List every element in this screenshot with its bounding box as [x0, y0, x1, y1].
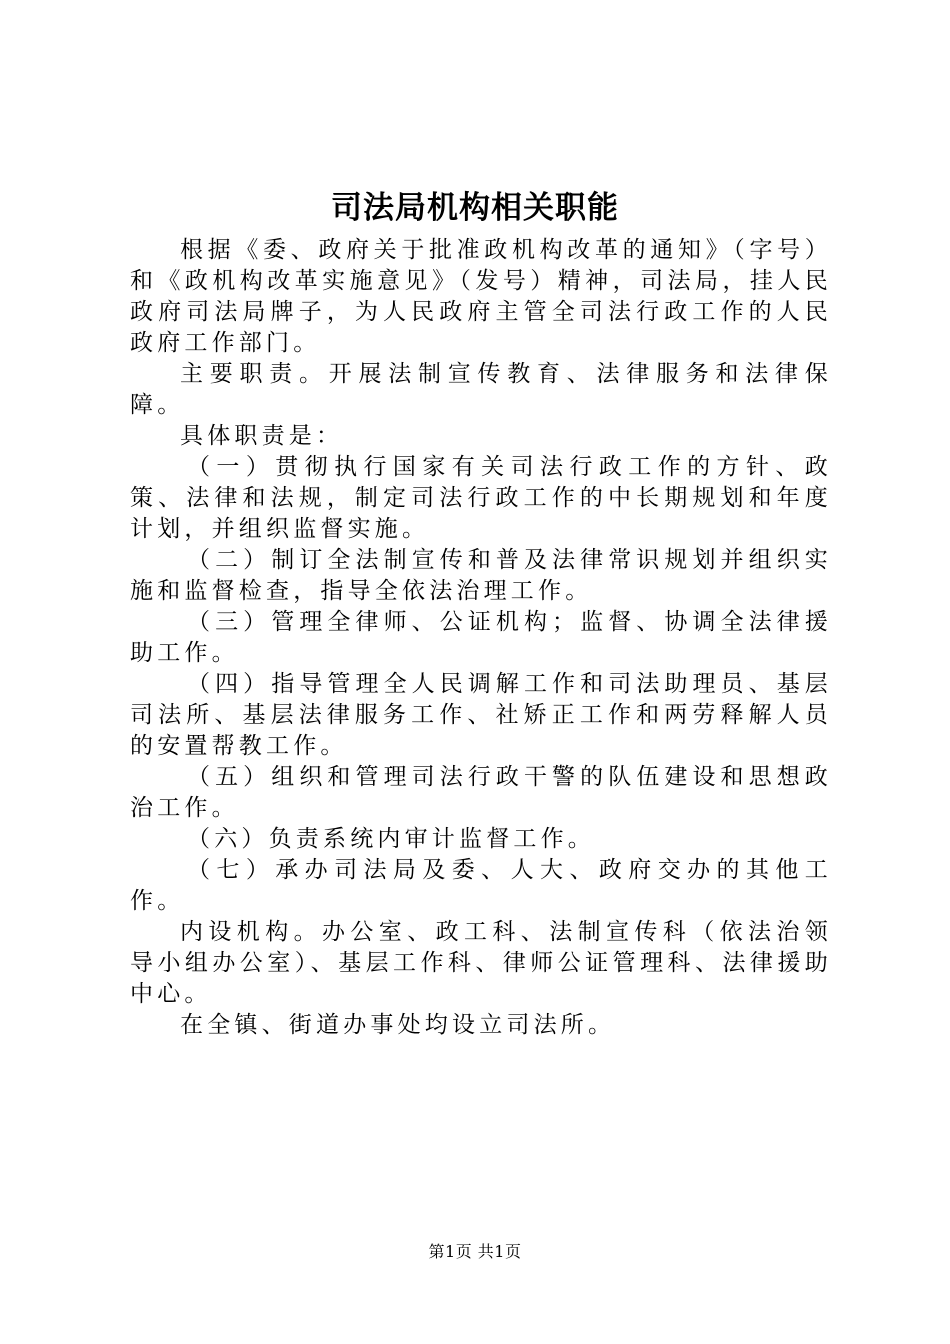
paragraph-specific-duties-heading: 具体职责是： — [180, 423, 344, 449]
duty-item-3: （三）管理全律师、公证机构；监督、协调全法律援助工作。 — [130, 609, 832, 666]
duty-item-4: （四）指导管理全人民调解工作和司法助理员、基层司法所、基层法律服务工作、社矫正工作和两劳释解人员的安置帮教工作。 — [130, 671, 832, 759]
paragraph-main-duty: 主要职责。开展法制宣传教育、法律服务和法律保障。 — [130, 361, 832, 418]
paragraph-intro: 根据《委、政府关于批准政机构改革的通知》（字号）和《政机构改革实施意见》（发号）精神，司法局，挂人民政府司法局牌子，为人民政府主管全司法行政工作的人民政府工作部门。 — [130, 237, 832, 356]
paragraph-judicial-offices: 在全镇、街道办事处均设立司法所。 — [180, 1012, 616, 1038]
duty-item-1: （一）贯彻执行国家有关司法行政工作的方针、政策、法律和法规，制定司法行政工作的中长期规划和年度计划，并组织监督实施。 — [130, 454, 832, 542]
paragraph-internal-departments: 内设机构。办公室、政工科、法制宣传科（依法治领导小组办公室）、基层工作科、律师公证管理科、法律援助中心。 — [130, 919, 832, 1007]
duty-item-5: （五）组织和管理司法行政干警的队伍建设和思想政治工作。 — [130, 764, 832, 821]
duty-item-6: （六）负责系统内审计监督工作。 — [187, 826, 595, 852]
duty-item-2: （二）制订全法制宣传和普及法律常识规划并组织实施和监督检查，指导全依法治理工作。 — [130, 547, 832, 604]
page-number-footer: 第1页 共1页 — [428, 1242, 522, 1261]
duty-item-7: （七）承办司法局及委、人大、政府交办的其他工作。 — [130, 857, 832, 914]
document-body — [130, 235, 832, 1041]
document-title: 司法局机构相关职能 — [331, 190, 619, 226]
